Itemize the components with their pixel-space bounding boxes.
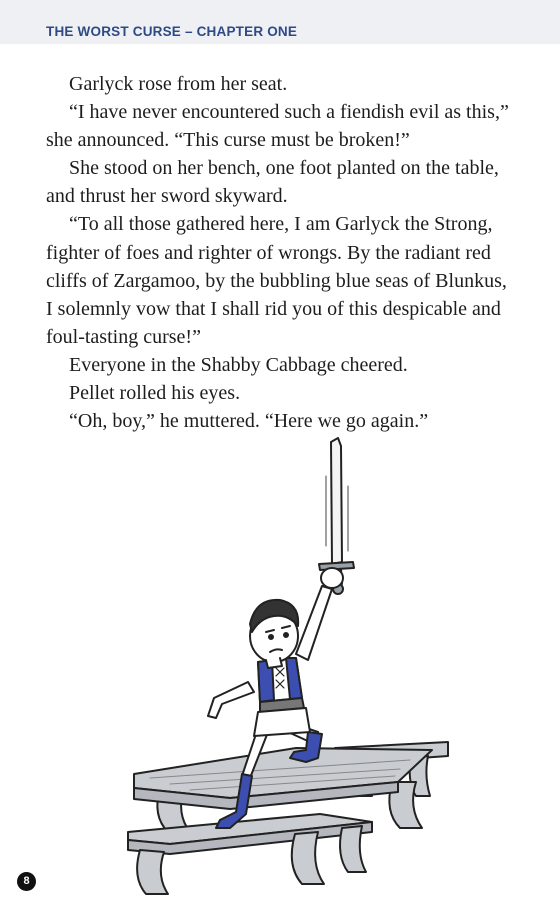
page-number: 8: [23, 875, 30, 887]
garlyck-on-table-illustration: [110, 436, 460, 906]
torso: [254, 658, 310, 736]
table-top: [134, 748, 432, 809]
paragraph: Garlyck rose from her seat.: [69, 73, 288, 95]
paragraph: She stood on her bench, one foot planted on the table, and thrust her sword skyward.: [46, 157, 499, 208]
page-number-badge: [17, 872, 36, 891]
raised-arm: [296, 568, 343, 660]
paragraph: “Oh, boy,” he muttered. “Here we go again.”: [69, 410, 429, 433]
story-text: [46, 70, 516, 435]
paragraph: “I have never encountered such a fiendish evil as this,” she announced. “This curse must be broken!”: [46, 101, 509, 152]
paragraph: “To all those gathered here, I am Garlyck the Strong, fighter of foes and righter of wrongs. By the radiant red cliffs of Zargamoo, by the bubbling blue seas of Blunkus, I solemnly vow that I shall rid you of this despicable and foul-tasting curse!”: [46, 213, 507, 348]
chapter-title: THE WORST CURSE – CHAPTER ONE: [46, 24, 298, 39]
back-arm: [208, 682, 254, 718]
running-header: [0, 0, 560, 44]
paragraph: Everyone in the Shabby Cabbage cheered.: [69, 353, 408, 376]
paragraph: Pellet rolled his eyes.: [69, 382, 241, 405]
